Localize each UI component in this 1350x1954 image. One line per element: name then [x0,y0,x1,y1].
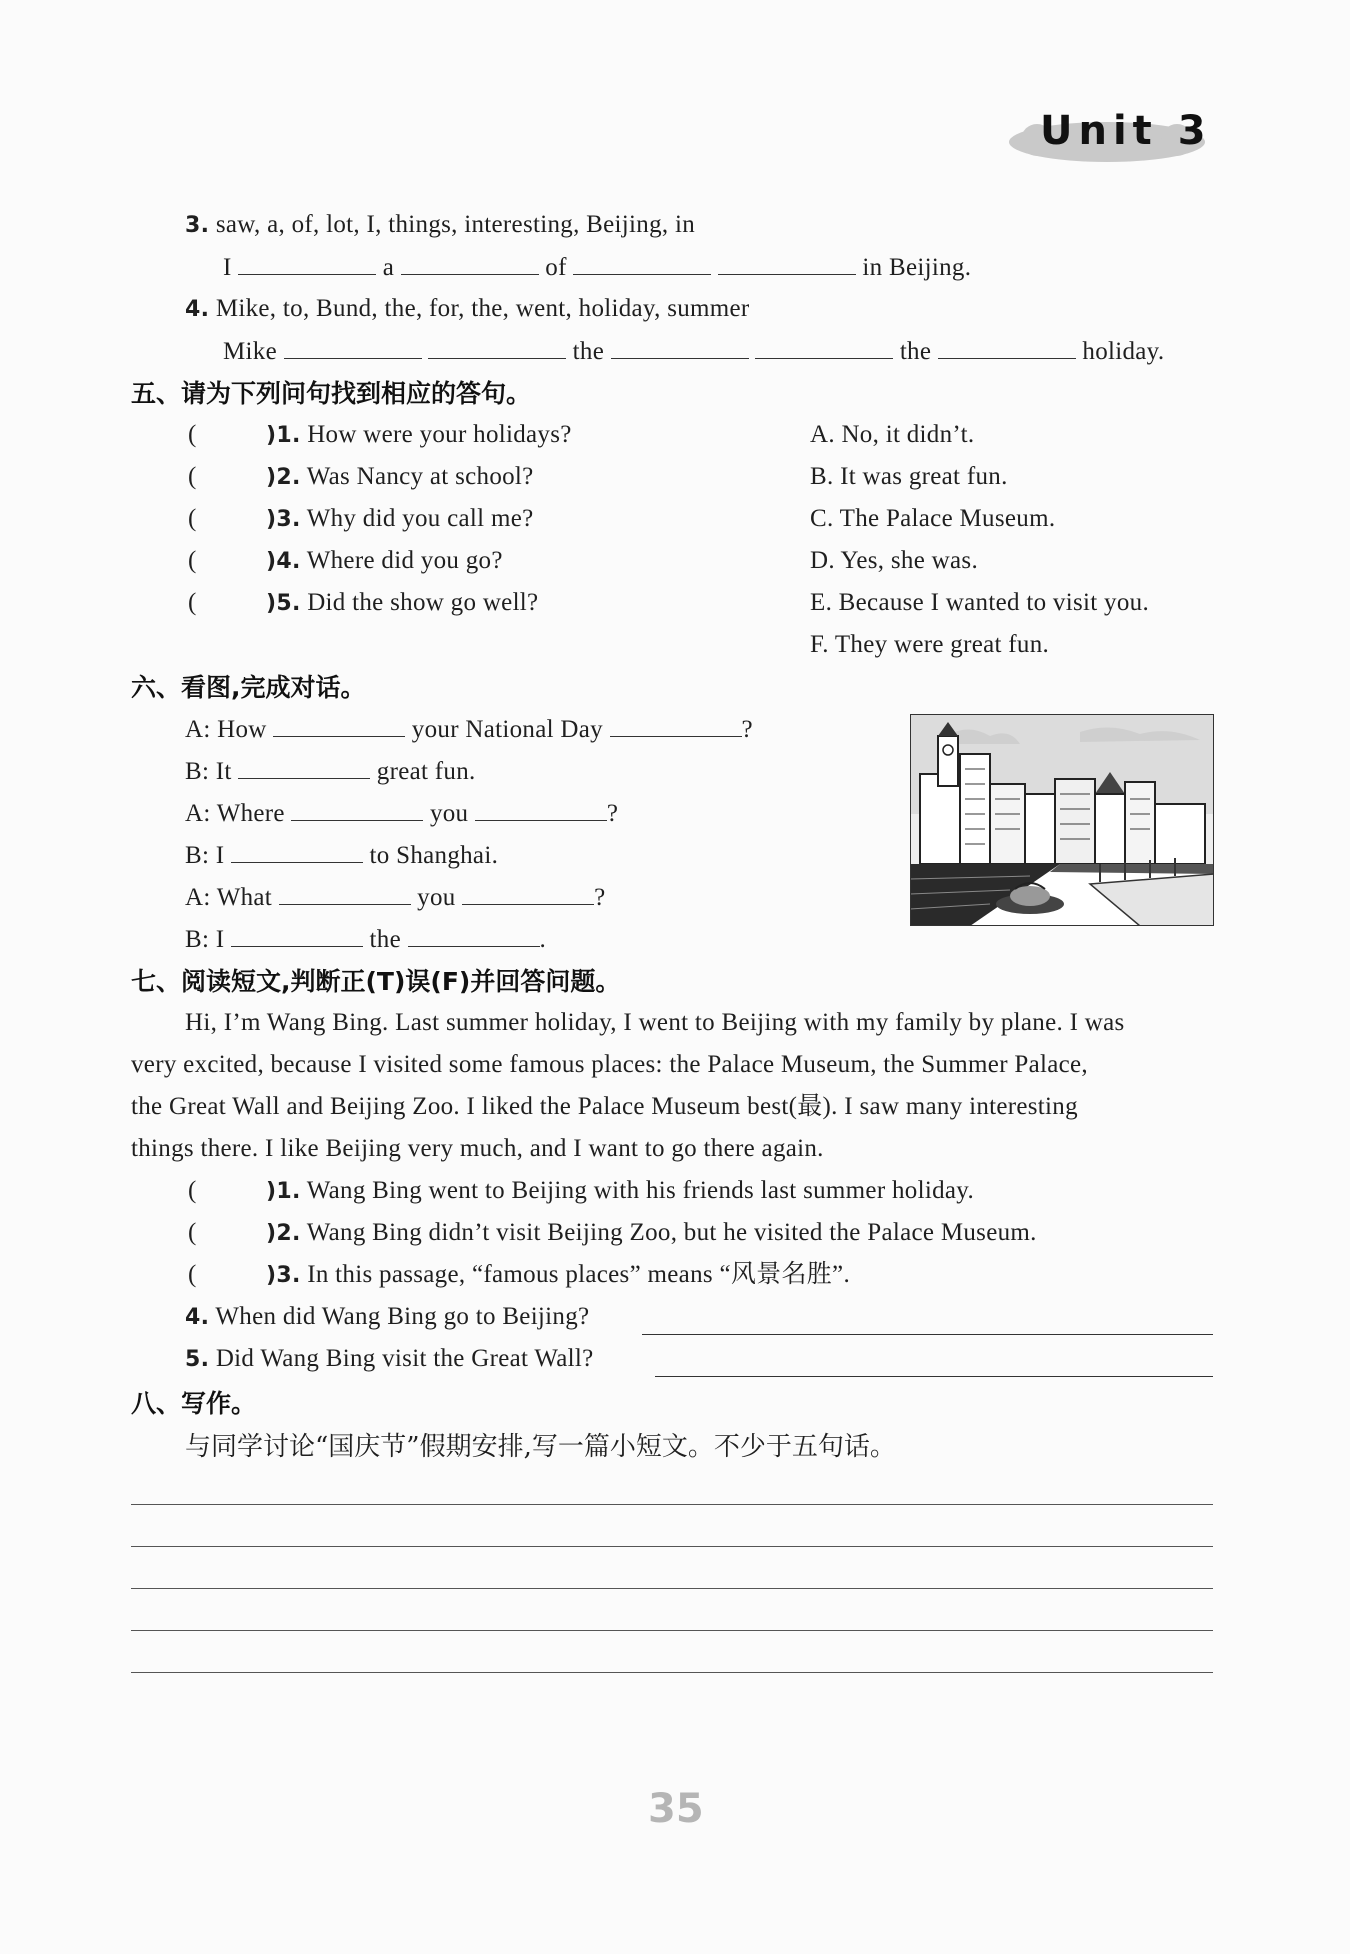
writing-line[interactable] [131,1630,1213,1631]
bund-illustration [910,714,1214,926]
writing-line[interactable] [131,1588,1213,1589]
question-text: When did Wang Bing go to Beijing? [215,1303,590,1330]
q-number: )2. [266,1221,301,1246]
unit-label: Unit 3 [1040,108,1212,154]
dialog-line-5 [185,882,606,913]
passage-line-2: very excited, because I visited some famous places: the Palace Museum, the Summer Palace, [131,1051,1088,1078]
q-number: )1. [266,1179,301,1204]
s5-answer-f: F. They were great fun. [810,631,1050,658]
q-number: )2. [266,465,301,490]
answer-blank[interactable] [238,756,370,779]
section6-title: 六、看图,完成对话。 [131,673,366,702]
dialog-part: the [369,926,401,953]
dialog-line-1 [185,714,753,745]
answer-blank[interactable] [238,252,376,275]
q4-part1: Mike [223,338,277,365]
question-text: Where did you go? [306,547,503,574]
section8-title: 八、写作。 [131,1389,257,1418]
section5-title: 五、请为下列问句找到相应的答句。 [131,379,532,408]
tf-question-3 [188,1260,850,1291]
answer-blank[interactable] [475,798,607,821]
s5-question-2 [188,462,534,493]
q-number: )5. [266,591,301,616]
q3-part1: I [223,254,232,281]
answer-paren[interactable]: ( [188,589,197,616]
q4-part4: holiday. [1082,338,1165,365]
answer-paren[interactable]: ( [188,421,197,448]
s5-answer-c: C. The Palace Museum. [810,505,1056,532]
s5-question-4 [188,546,503,577]
question-text: Wang Bing went to Beijing with his friends last summer holiday. [306,1177,975,1204]
s5-answer-d: D. Yes, she was. [810,547,979,574]
dialog-part: ? [594,884,606,911]
passage-line-1: Hi, I’m Wang Bing. Last summer holiday, I went to Beijing with my family by plane. I was [185,1009,1125,1036]
answer-blank[interactable] [611,336,749,359]
writing-line[interactable] [131,1504,1213,1505]
answer-blank[interactable] [462,882,594,905]
question-text: In this passage, “famous places” means “风景名胜”. [307,1261,850,1288]
q3-word-list: saw, a, of, lot, I, things, interesting, Beijing, in [215,211,696,238]
answer-blank[interactable] [291,798,423,821]
s5-answer-a: A. No, it didn’t. [810,421,975,448]
q4-part3: the [899,338,932,365]
dialog-part: you [429,800,469,827]
tf-question-1 [188,1176,974,1207]
q-number: )1. [266,423,301,448]
answer-paren[interactable]: ( [188,1261,197,1288]
s5-question-1 [188,420,572,451]
passage-line-4: things there. I like Beijing very much, and I want to go there again. [131,1135,824,1162]
dialog-part: great fun. [376,758,476,785]
answer-blank[interactable] [231,840,363,863]
s5-answer-b: B. It was great fun. [810,463,1008,490]
writing-line[interactable] [131,1672,1213,1673]
answer-blank[interactable] [273,714,405,737]
dialog-part: your National Day [411,716,603,743]
q3-part2: a [382,254,395,281]
passage-line-3: the Great Wall and Beijing Zoo. I liked the Palace Museum best(最). I saw many interesting [131,1093,1078,1120]
answer-paren[interactable]: ( [188,463,197,490]
q3-number: 3. [185,213,210,238]
answer-paren[interactable]: ( [188,1219,197,1246]
answer-blank[interactable] [428,336,566,359]
dialog-part: A: How [185,716,267,743]
dialog-part: A: What [185,884,273,911]
answer-blank[interactable] [279,882,411,905]
dialog-line-2 [185,756,476,787]
answer-blank[interactable] [408,924,540,947]
q4-part2: the [572,338,605,365]
question-text: How were your holidays? [307,421,572,448]
dialog-part: to Shanghai. [369,842,499,869]
qa-question-4 [185,1302,589,1333]
question-text: Was Nancy at school? [306,463,534,490]
question-text: Did the show go well? [307,589,539,616]
q3-part4: in Beijing. [862,254,972,281]
writing-line[interactable] [131,1546,1213,1547]
dialog-part: B: It [185,758,232,785]
answer-blank[interactable] [610,714,742,737]
question-text: Wang Bing didn’t visit Beijing Zoo, but he visited the Palace Museum. [306,1219,1037,1246]
dialog-line-6 [185,924,546,955]
q3-words [185,210,695,241]
answer-blank[interactable] [755,336,893,359]
q4-word-list: Mike, to, Bund, the, for, the, went, holiday, summer [215,295,750,322]
q-number: 5. [185,1347,210,1372]
page-number: 35 [648,1786,704,1832]
dialog-part: ? [606,800,619,827]
q3-sentence [223,252,971,283]
answer-paren[interactable]: ( [188,505,197,532]
q-number: )4. [266,549,301,574]
dialog-part: you [417,884,456,911]
answer-line-4[interactable] [642,1334,1213,1335]
dialog-part: . [539,926,547,953]
dialog-part: B: I [185,926,225,953]
q4-sentence [223,336,1164,367]
answer-blank[interactable] [938,336,1076,359]
question-text: Did Wang Bing visit the Great Wall? [215,1345,594,1372]
answer-blank[interactable] [401,252,539,275]
q3-part3: of [545,254,567,281]
answer-blank[interactable] [284,336,422,359]
q-number: )3. [266,507,301,532]
dialog-part: B: I [185,842,225,869]
answer-paren[interactable]: ( [188,1177,197,1204]
writing-prompt: 与同学讨论“国庆节”假期安排,写一篇小短文。不少于五句话。 [185,1432,896,1462]
s5-question-5 [188,588,538,619]
dialog-line-3 [185,798,618,829]
answer-blank[interactable] [718,252,856,275]
q4-number: 4. [185,297,210,322]
q4-words [185,294,750,325]
dialog-line-4 [185,840,498,871]
q-number: )3. [266,1263,301,1288]
answer-blank[interactable] [573,252,711,275]
answer-line-5[interactable] [655,1376,1213,1377]
q-number: 4. [185,1305,210,1330]
question-text: Why did you call me? [306,505,534,532]
s5-question-3 [188,504,534,535]
answer-blank[interactable] [231,924,363,947]
answer-paren[interactable]: ( [188,547,197,574]
section7-title: 七、阅读短文,判断正(T)误(F)并回答问题。 [131,967,621,996]
tf-question-2 [188,1218,1037,1249]
dialog-part: A: Where [185,800,285,827]
s5-answer-e: E. Because I wanted to visit you. [810,589,1149,616]
dialog-part: ? [741,716,753,743]
qa-question-5 [185,1344,594,1375]
